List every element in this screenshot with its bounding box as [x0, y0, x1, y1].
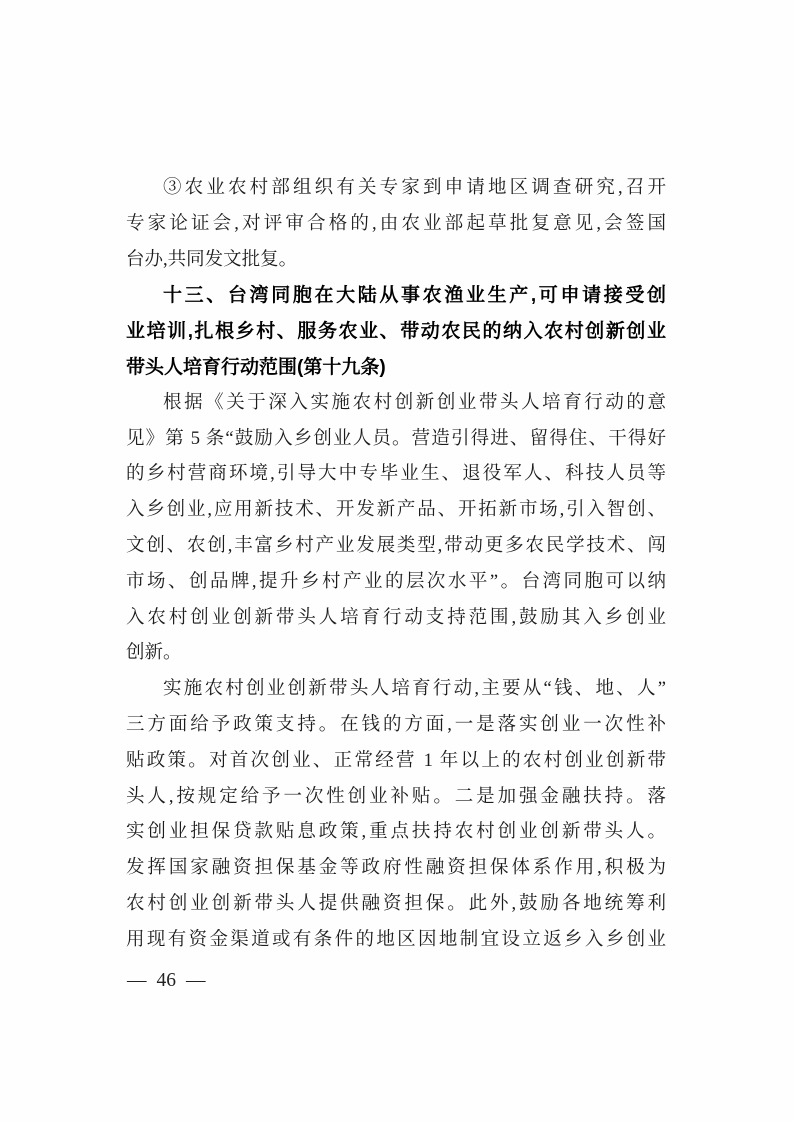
text-line: 实创业担保贷款贴息政策,重点扶持农村创业创新带头人。 [126, 822, 666, 843]
footer-dash-left: — [127, 970, 147, 991]
text-line: 的乡村营商环境,引导大中专毕业生、退役军人、科技人员等 [126, 464, 666, 485]
page-footer [127, 968, 206, 994]
section-heading-line: 十三、台湾同胞在大陆从事农渔业生产,可申请接受创 [163, 285, 666, 307]
text-line: 发挥国家融资担保基金等政府性融资担保体系作用,积极为 [126, 858, 666, 879]
text-line: 专家论证会,对评审合格的,由农业部起草批复意见,会签国 [126, 213, 666, 234]
section-heading-line: 带头人培育行动范围(第十九条) [126, 356, 386, 378]
text-line: 三方面给予政策支持。在钱的方面,一是落实创业一次性补 [126, 714, 666, 735]
text-line: 实施农村创业创新带头人培育行动,主要从“钱、地、人” [163, 679, 666, 700]
page-body [126, 171, 666, 959]
text-line: 头人,按规定给予一次性创业补贴。二是加强金融扶持。落 [126, 786, 666, 807]
text-line: 见》第 5 条“鼓励入乡创业人员。营造引得进、留得住、干得好 [126, 428, 666, 449]
text-line: ③农业农村部组织有关专家到申请地区调查研究,召开 [163, 178, 666, 198]
section-heading-line: 业培训,扎根乡村、服务农业、带动农民的纳入农村创新创业 [126, 321, 666, 343]
text-line: 贴政策。对首次创业、正常经营 1 年以上的农村创业创新带 [126, 750, 666, 771]
text-line: 入农村创业创新带头人培育行动支持范围,鼓励其入乡创业 [126, 607, 666, 628]
footer-page-number: 46 [156, 970, 176, 991]
text-line: 农村创业创新带头人提供融资担保。此外,鼓励各地统筹利 [126, 893, 666, 914]
text-line: 创新。 [126, 643, 182, 664]
text-line: 用现有资金渠道或有条件的地区因地制宜设立返乡入乡创业 [126, 929, 666, 950]
text-line: 文创、农创,丰富乡村产业发展类型,带动更多农民学技术、闯 [126, 535, 666, 556]
footer-dash-right: — [186, 970, 206, 991]
text-line: 台办,共同发文批复。 [126, 249, 298, 270]
text-line: 市场、创品牌,提升乡村产业的层次水平”。台湾同胞可以纳 [126, 571, 666, 592]
text-line: 入乡创业,应用新技术、开发新产品、开拓新市场,引入智创、 [126, 500, 666, 521]
text-line: 根据《关于深入实施农村创新创业带头人培育行动的意 [163, 392, 666, 413]
